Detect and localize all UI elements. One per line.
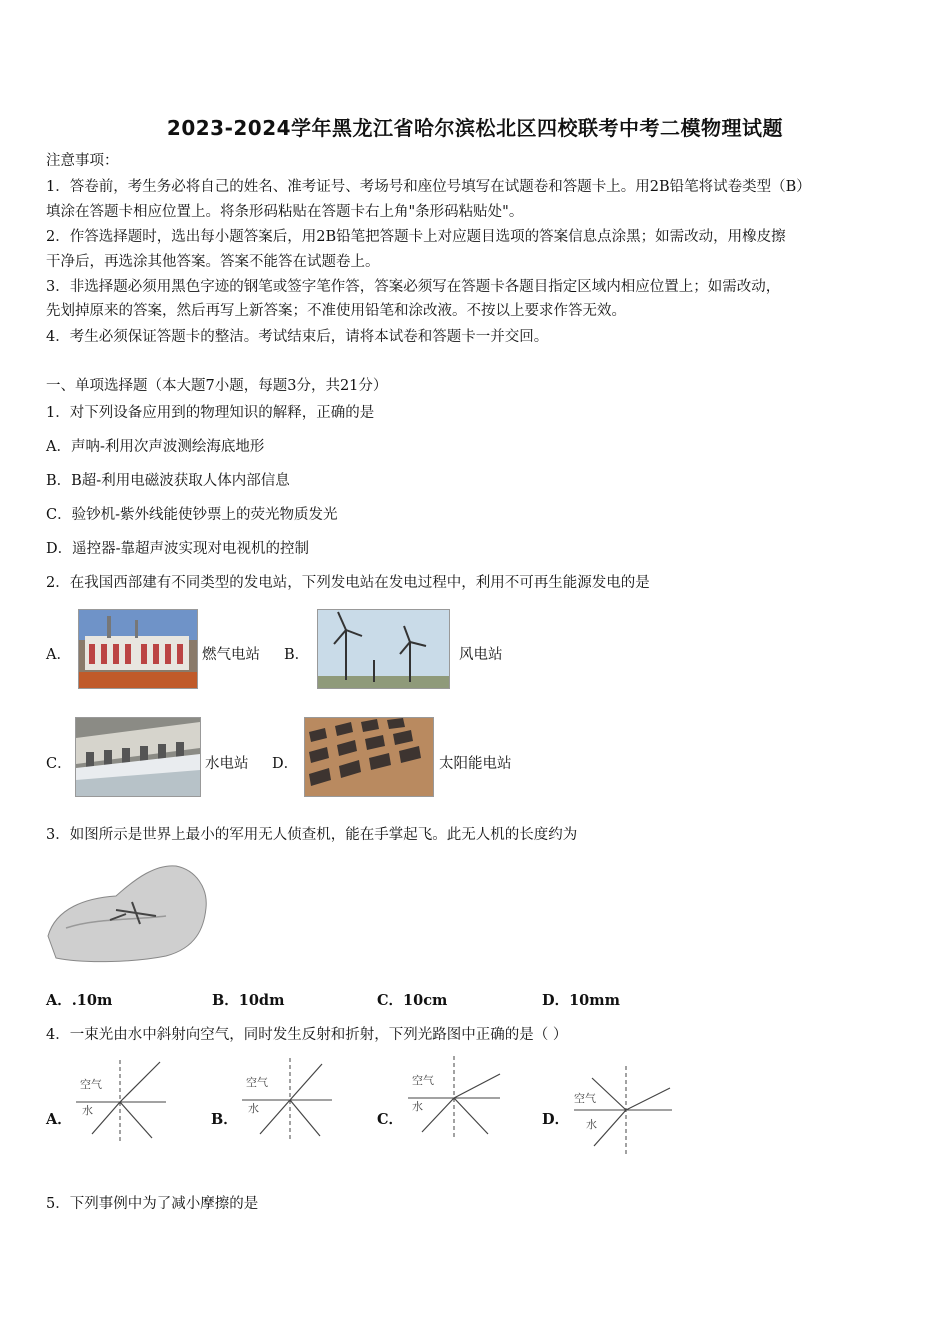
q4-d-water-label: 水 <box>586 1118 597 1131</box>
q4-option-b-letter: B． <box>211 1111 238 1128</box>
q4-diagram-a <box>72 1056 168 1148</box>
question-5-stem: 5．下列事例中为了减小摩擦的是 <box>46 1196 259 1212</box>
q4-diagram-c <box>404 1052 504 1144</box>
q4-a-air-label: 空气 <box>80 1078 102 1091</box>
q2-option-a-letter: A． <box>46 647 71 663</box>
q3-option-d: D．10mm <box>542 992 620 1009</box>
q3-option-a: A．.10m <box>46 992 113 1009</box>
q2-option-d-label: 太阳能电站 <box>439 756 512 772</box>
q2-option-a-label: 燃气电站 <box>202 647 260 663</box>
notice-line: 2．作答选择题时，选出每小题答案后，用2B铅笔把答题卡上对应题目选项的答案信息点涂黑；如需改动，用橡皮擦 <box>46 229 786 245</box>
question-3-stem: 3．如图所示是世界上最小的军用无人侦查机，能在手掌起飞。此无人机的长度约为 <box>46 827 578 843</box>
q4-a-water-label: 水 <box>82 1104 93 1117</box>
notice-line: 先划掉原来的答案，然后再写上新答案；不准使用铅笔和涂改液。不按以上要求作答无效。 <box>46 303 626 319</box>
hydro-power-station-image <box>75 717 201 797</box>
page-title: 2023-2024学年黑龙江省哈尔滨松北区四校联考中考二模物理试题 <box>166 116 784 140</box>
notice-line: 4．考生必须保证答题卡的整洁。考试结束后，请将本试卷和答题卡一并交回。 <box>46 329 549 345</box>
q4-diagram-b <box>238 1054 334 1146</box>
drone-on-palm-image <box>46 858 212 965</box>
solar-power-station-image <box>304 717 434 797</box>
q2-option-c-letter: C． <box>46 756 72 772</box>
q1-option-b: B．B超-利用电磁波获取人体内部信息 <box>46 473 290 489</box>
notice-line: 干净后，再选涂其他答案。答案不能答在试题卷上。 <box>46 254 380 270</box>
q2-option-d-letter: D． <box>272 756 299 772</box>
q4-option-c-letter: C． <box>377 1111 404 1128</box>
q4-option-a-letter: A． <box>46 1111 72 1128</box>
q3-option-c: C．10cm <box>377 992 448 1009</box>
q2-option-b-label: 风电站 <box>459 647 503 663</box>
notice-heading: 注意事项： <box>46 153 119 169</box>
question-2-stem: 2．在我国西部建有不同类型的发电站，下列发电站在发电过程中，利用不可再生能源发电的是 <box>46 575 650 591</box>
q4-option-d-letter: D． <box>542 1111 570 1128</box>
q4-c-air-label: 空气 <box>412 1074 434 1087</box>
q2-option-c-label: 水电站 <box>205 756 249 772</box>
q2-option-b-letter: B． <box>284 647 310 663</box>
wind-power-station-image <box>317 609 450 689</box>
notice-line: 1．答卷前，考生务必将自己的姓名、准考证号、考场号和座位号填写在试题卷和答题卡上。用2B铅笔将试卷类型（B） <box>46 179 811 195</box>
section-heading: 一、单项选择题（本大题7小题，每题3分，共21分） <box>46 378 388 394</box>
notice-line: 填涂在答题卡相应位置上。将条形码粘贴在答题卡右上角"条形码粘贴处"。 <box>46 204 524 220</box>
question-4-stem: 4．一束光由水中斜射向空气，同时发生反射和折射，下列光路图中正确的是（ ） <box>46 1027 568 1043</box>
q4-b-water-label: 水 <box>248 1102 259 1115</box>
question-1-stem: 1．对下列设备应用到的物理知识的解释，正确的是 <box>46 405 375 421</box>
gas-power-station-image <box>78 609 198 689</box>
q4-c-water-label: 水 <box>412 1100 423 1113</box>
q1-option-a: A．声呐-利用次声波测绘海底地形 <box>46 439 265 455</box>
notice-line: 3．非选择题必须用黑色字迹的钢笔或签字笔作答，答案必须写在答题卡各题目指定区域内相应位置上；如需改动， <box>46 279 781 295</box>
q4-d-air-label: 空气 <box>574 1092 596 1105</box>
q1-option-d: D．遥控器-靠超声波实现对电视机的控制 <box>46 541 310 557</box>
q4-diagram-d <box>570 1064 674 1158</box>
q3-option-b: B．10dm <box>212 992 285 1009</box>
q1-option-c: C．验钞机-紫外线能使钞票上的荧光物质发光 <box>46 507 338 523</box>
q4-b-air-label: 空气 <box>246 1076 268 1089</box>
